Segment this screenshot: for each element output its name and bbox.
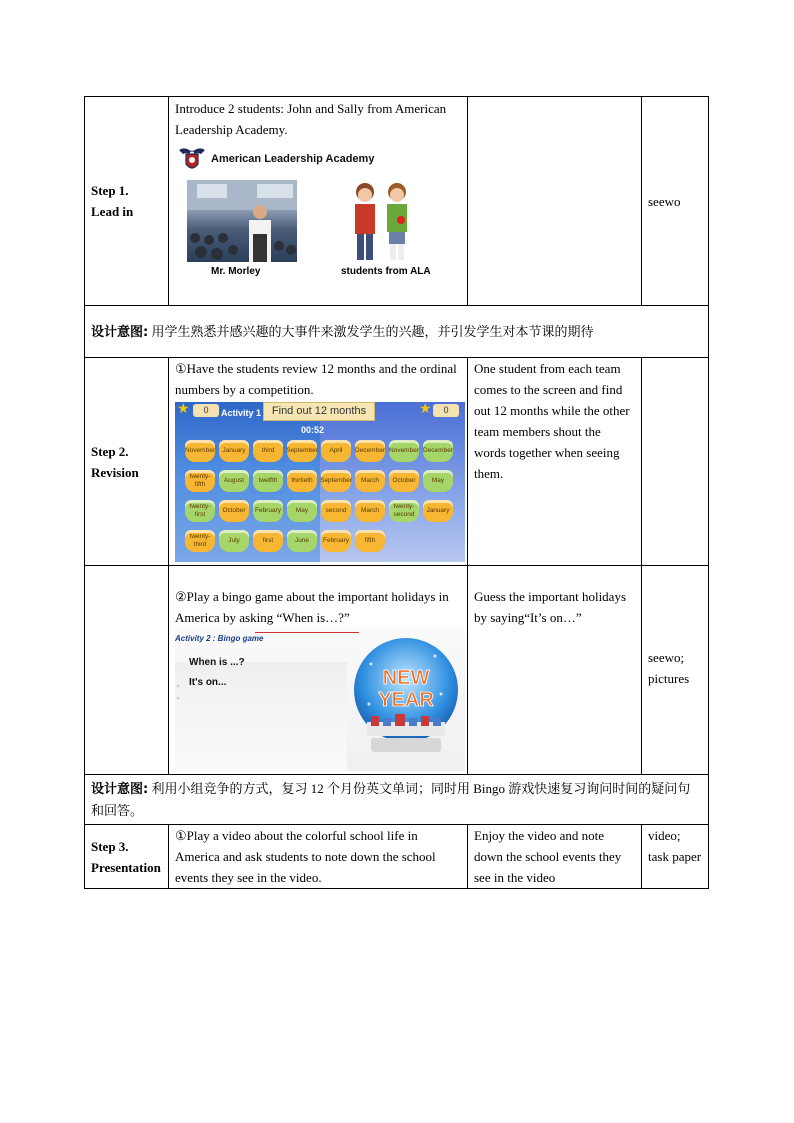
resources-cell <box>642 358 709 566</box>
score-right: 0 <box>433 404 459 417</box>
jar-card[interactable]: November <box>389 440 419 462</box>
content-text: ②Play a bingo game about the important holidays in America by asking “When is…?” <box>175 589 449 625</box>
jar-card[interactable]: third <box>253 440 283 462</box>
step-number: Step 3. <box>91 838 129 854</box>
resources-cell <box>642 97 709 306</box>
star-icon: ★ <box>177 402 190 417</box>
content-text: ①Play a video about the colorful school life in America and ask students to note down the school events they see in the video. <box>175 828 436 885</box>
ala-logo-text: American Leadership Academy <box>211 152 375 165</box>
jar-card[interactable]: May <box>423 470 453 492</box>
student-activity-text: One student from each team comes to the screen and find out 12 months while the other team members shout the words together when seeing them. <box>474 361 630 481</box>
resources-text: video; task paper <box>648 828 702 864</box>
title-underline <box>255 632 359 633</box>
globe-title: NEW <box>382 667 430 689</box>
student-activity-cell <box>468 358 642 566</box>
resources-cell <box>642 566 709 775</box>
step-name: Lead in <box>91 204 134 219</box>
content-cell <box>169 566 468 775</box>
month-game-screenshot <box>175 402 465 562</box>
jar-card[interactable]: first <box>253 530 283 552</box>
step-name: Revision <box>91 464 139 480</box>
step-cell <box>85 97 169 306</box>
jar-card[interactable]: fifth <box>355 530 385 552</box>
jar-card[interactable]: twelfth <box>253 470 283 492</box>
table-row <box>85 306 709 358</box>
jar-card[interactable]: December <box>355 440 385 462</box>
resources-text: seewo; pictures <box>648 650 690 686</box>
content-cell <box>169 825 468 889</box>
design-intent-text: 利用小组竞争的方式，复习 12 个月份英文单词；同时用 Bingo 游戏快速复习询问时间的疑问句和回答。 <box>91 781 691 818</box>
ala-image <box>175 140 461 276</box>
jar-card[interactable]: June <box>287 530 317 552</box>
activity-label: Activity 1 <box>221 408 262 418</box>
game-top-bar <box>175 402 465 420</box>
resources-text: seewo <box>648 193 681 209</box>
resources-cell <box>642 825 709 889</box>
jar-card[interactable]: March <box>355 500 385 522</box>
lesson-plan-table <box>84 96 709 889</box>
students-photo <box>343 180 423 262</box>
table-row <box>85 97 709 306</box>
jar-card[interactable]: February <box>321 530 351 552</box>
design-intent-cell <box>85 775 709 825</box>
bingo-title: Activity 2 : Bingo game <box>175 634 264 643</box>
jar-card[interactable]: twenty-fifth <box>185 470 215 492</box>
jar-card[interactable]: twenty-second <box>389 500 419 522</box>
jar-card[interactable]: twenty-third <box>185 530 215 552</box>
design-intent-label: 设计意图: <box>91 782 149 797</box>
classroom-photo <box>187 180 297 262</box>
jar-card[interactable]: October <box>389 470 419 492</box>
student-activity-cell <box>468 566 642 775</box>
task-banner: Find out 12 months <box>263 402 375 421</box>
step-number: Step 1. <box>91 183 129 198</box>
jar-card[interactable]: January <box>423 500 453 522</box>
table-row <box>85 825 709 889</box>
jar-card[interactable]: October <box>219 500 249 522</box>
jar-card[interactable]: February <box>253 500 283 522</box>
jar-card[interactable]: July <box>219 530 249 552</box>
svg-text:YEAR: YEAR <box>378 689 434 711</box>
step-name: Presentation <box>91 859 161 875</box>
student-activity-text: Enjoy the video and note down the school events they see in the video <box>474 828 622 885</box>
step-cell <box>85 825 169 889</box>
table-row <box>85 566 709 775</box>
jar-card[interactable]: January <box>219 440 249 462</box>
student-activity-cell <box>468 97 642 306</box>
step-cell <box>85 358 169 566</box>
student-activity-text: Guess the important holidays by saying“It’s on…” <box>474 589 627 625</box>
design-intent-text: 用学生熟悉并感兴趣的大事件来激发学生的兴趣，并引发学生对本节课的期待 <box>148 323 594 339</box>
jar-card[interactable]: twenty-first <box>185 500 215 522</box>
jar-card[interactable]: April <box>321 440 351 462</box>
content-cell <box>169 358 468 566</box>
scroll-arrows-icon: ⌃ ⌄ <box>175 684 181 701</box>
design-intent-cell <box>85 306 709 358</box>
jar-card[interactable]: March <box>355 470 385 492</box>
game-timer: 00:52 <box>301 425 325 435</box>
caption-teacher: Mr. Morley <box>211 266 261 277</box>
ala-logo <box>177 144 374 174</box>
bingo-screenshot <box>175 628 465 771</box>
new-year-globe-image <box>351 634 461 756</box>
table-row <box>85 775 709 825</box>
bingo-answer: It's on... <box>189 677 227 688</box>
jar-grid <box>185 440 461 560</box>
jar-card[interactable]: May <box>287 500 317 522</box>
step-number: Step 2. <box>91 443 129 459</box>
score-left: 0 <box>193 404 219 417</box>
table-row <box>85 358 709 566</box>
caption-students: students from ALA <box>341 266 431 277</box>
student-activity-cell <box>468 825 642 889</box>
star-icon: ★ <box>419 402 432 417</box>
jar-card[interactable]: November <box>185 440 215 462</box>
content-text: Introduce 2 students: John and Sally from American Leadership Academy. <box>175 101 447 137</box>
jar-card[interactable]: December <box>423 440 453 462</box>
jar-card[interactable]: thirtieth <box>287 470 317 492</box>
design-intent-label: 设计意图: <box>91 324 149 340</box>
eagle-shield-icon <box>177 144 203 174</box>
step-cell <box>85 566 169 775</box>
jar-card[interactable]: second <box>321 500 351 522</box>
content-text: ①Have the students review 12 months and the ordinal numbers by a competition. <box>175 361 457 397</box>
jar-card[interactable]: September <box>321 470 351 492</box>
jar-card[interactable]: August <box>219 470 249 492</box>
content-cell <box>169 97 468 306</box>
jar-card[interactable]: September <box>287 440 317 462</box>
bingo-question: When is ...? <box>189 657 245 668</box>
